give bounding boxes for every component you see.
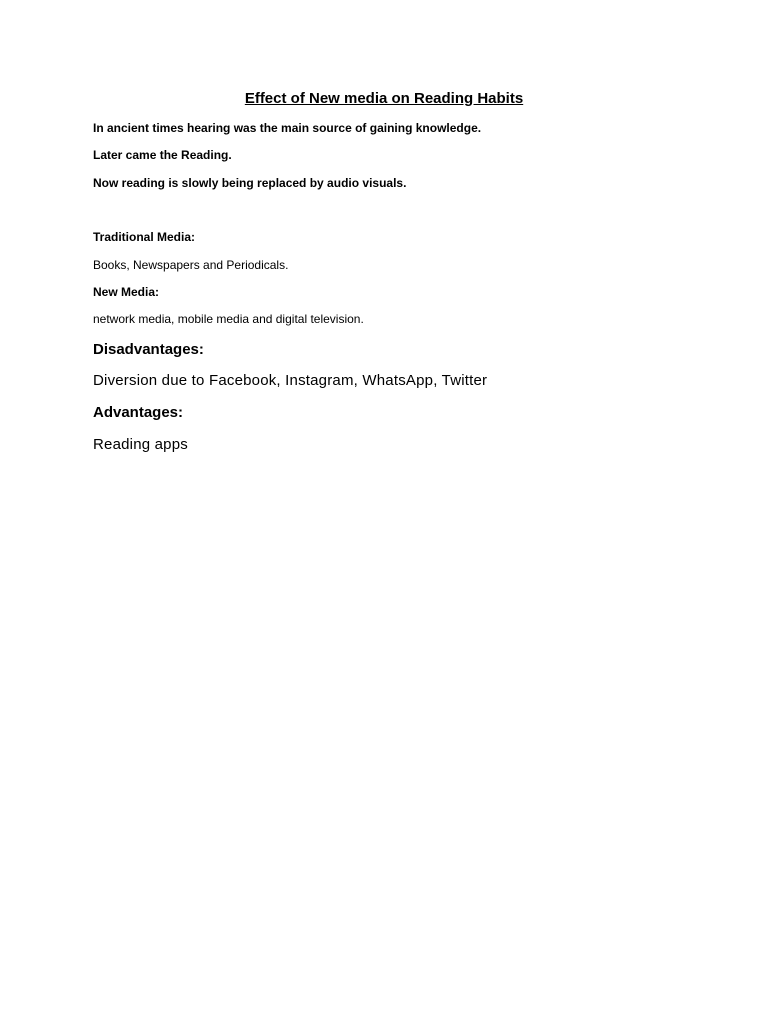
intro-line-1: In ancient times hearing was the main source of gaining knowledge. <box>93 121 482 135</box>
disadvantages-text: Diversion due to Facebook, Instagram, WhatsApp, Twitter <box>93 372 488 389</box>
traditional-media-text: Books, Newspapers and Periodicals. <box>93 258 289 272</box>
advantages-text: Reading apps <box>93 436 188 453</box>
new-media-text: network media, mobile media and digital television. <box>93 312 364 326</box>
advantages-heading: Advantages: <box>93 404 184 421</box>
disadvantages-heading: Disadvantages: <box>93 341 204 358</box>
traditional-media-heading: Traditional Media: <box>93 230 196 244</box>
intro-line-2: Later came the Reading. <box>93 148 232 162</box>
new-media-heading: New Media: <box>93 285 160 299</box>
intro-line-3: Now reading is slowly being replaced by audio visuals. <box>93 176 407 190</box>
document-title: Effect of New media on Reading Habits <box>244 90 524 107</box>
